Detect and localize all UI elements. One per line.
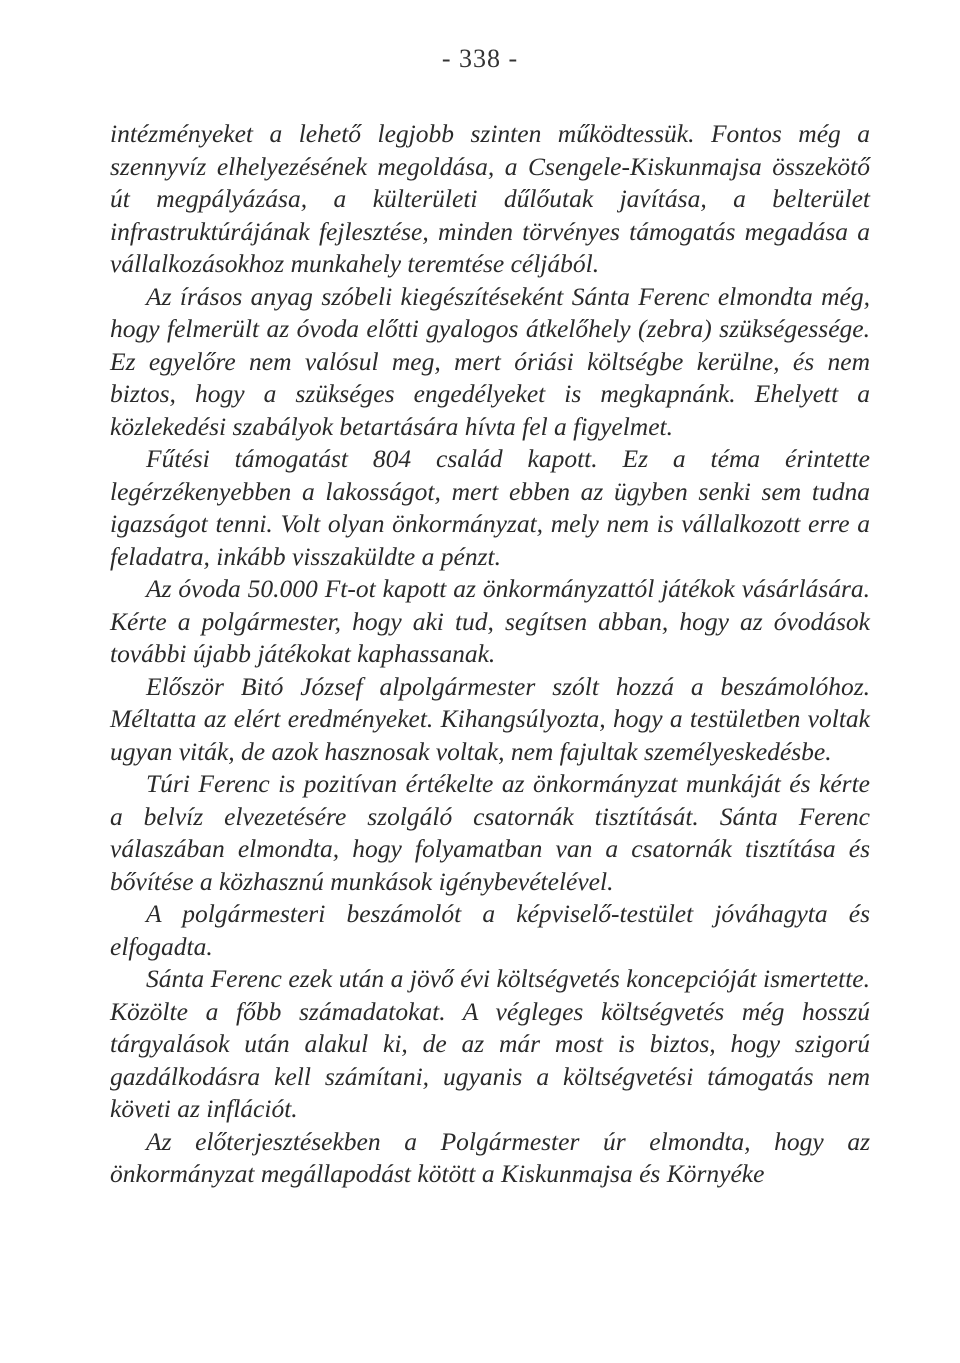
paragraph-5: Először Bitó József alpolgármester szólt hozzá a beszámolóhoz. Méltatta az elért eredményeket. Kihangsúlyozta, hogy a testületben voltak ugyan viták, de azok hasznosak voltak, nem fajultak személyeskedésbe. [110,671,870,766]
paragraph-4: Az óvoda 50.000 Ft-ot kapott az önkormányzattól játékok vásárlására. Kérte a polgármester, hogy aki tud, segítsen abban, hogy az óvodások további újabb játékokat kaphassanak. [110,574,870,668]
paragraph-9: Az előterjesztésekben a Polgármester úr elmondta, hogy az önkormányzat megállapodást kötött a Kiskunmajsa és Környéke [110,1126,870,1188]
paragraph-3: Fűtési támogatást 804 család kapott. Ez a téma érintette legérzékenyebben a lakosságot, mert ebben az ügyben senki sem tudna igazságot tenni. Volt olyan önkormányzat, mely nem is vállalkozott erre a feladatra, inkább visszaküldte a pénzt. [110,444,870,571]
paragraph-2: Az írásos anyag szóbeli kiegészítéseként Sánta Ferenc elmondta még, hogy felmerült az óvoda előtti gyalogos átkelőhely (zebra) szükségessége. Ez egyelőre nem valósul meg, mert óriási költségbe kerülne, és nem biztos, hogy a szükséges engedélyeket is megkapnánk. Ehelyett a közlekedési szabályok betartására hívta fel a figyelmet. [110,281,870,441]
document-body [110,118,870,1191]
paragraph-7: A polgármesteri beszámolót a képviselő-testület jóváhagyta és elfogadta. [110,899,870,961]
paragraph-8: Sánta Ferenc ezek után a jövő évi költségvetés koncepcióját ismertette. Közölte a főbb számadatokat. A végleges költségvetés még hosszú tárgyalások után alakul ki, de az már most is biztos, hogy szigorú gazdálkodásra kell számítani, ugyanis a költségvetési támogatás nem követi az inflációt. [110,964,870,1123]
page-number: - 338 - [441,44,519,73]
paragraph-1: intézményeket a lehető legjobb szinten működtessük. Fontos még a szennyvíz elhelyezésének megoldása, a Csengele-Kiskunmajsa összekötő út megpályázása, a külterületi dűlőutak javítása, a belterület infrastruktúrájának fejlesztése, minden törvényes támogatás megadása a vállalkozásokhoz munkahely teremtése céljából. [110,119,870,278]
paragraph-6: Túri Ferenc is pozitívan értékelte az önkormányzat munkáját és kérte a belvíz elvezetésére szolgáló csatornák tisztítását. Sánta Ferenc válaszában elmondta, hogy folyamatban van a csatornák tisztítása és bővítése a közhasznú munkások igénybevételével. [110,769,870,896]
